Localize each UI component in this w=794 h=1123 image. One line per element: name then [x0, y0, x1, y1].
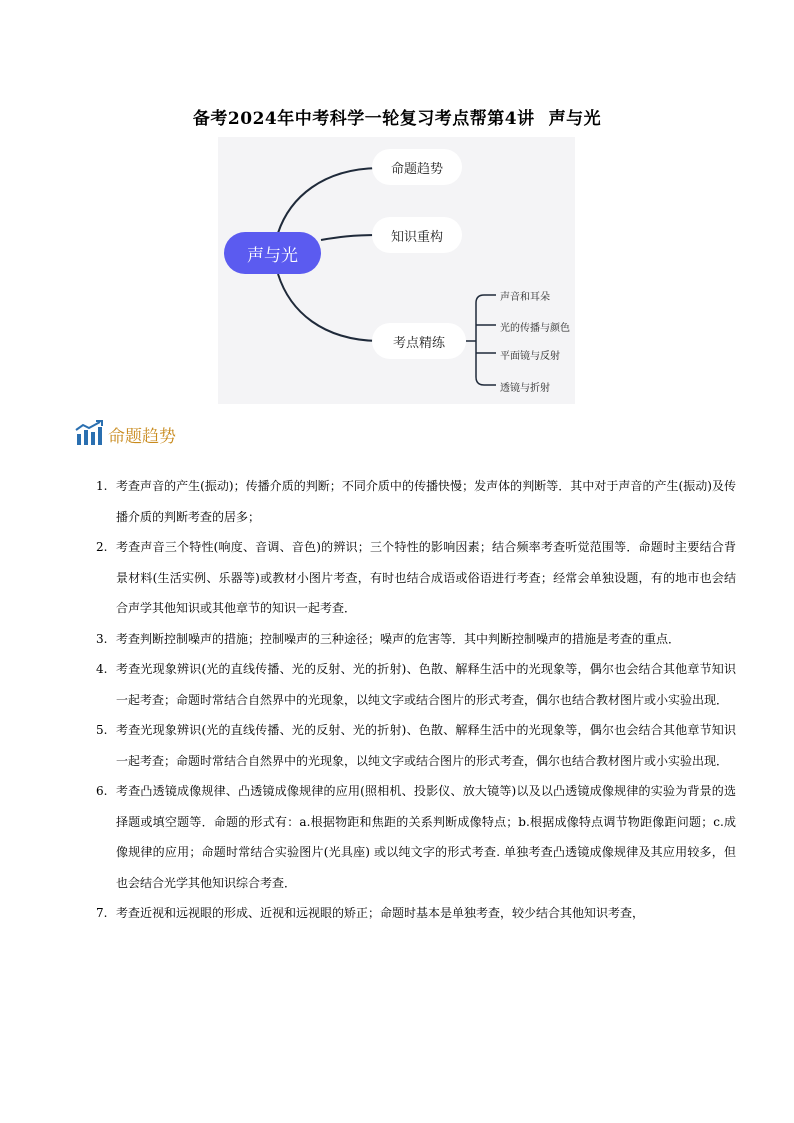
branch-trend: 命题趋势 — [372, 149, 462, 185]
title-sub: 声与光 — [548, 109, 602, 129]
connector-branch-3 — [278, 274, 378, 341]
list-item — [96, 532, 736, 624]
item-number: 7. — [96, 906, 108, 920]
list-item — [96, 776, 736, 898]
item-number: 2. — [96, 540, 108, 554]
chart-icon — [74, 420, 104, 448]
item-number: 3. — [96, 631, 108, 646]
leaf-mirror-reflection: 平面镜与反射 — [500, 351, 560, 362]
page-title — [0, 104, 794, 129]
item-text: 考查判断控制噪声的措施；控制噪声的三种途径；噪声的危害等．其中判断控制噪声的措施是考查的重点． — [116, 631, 681, 646]
item-text: 考查凸透镜成像规律、凸透镜成像规律的应用(照相机、投影仪、放大镜等)以及以凸透镜成像规律的实验为背景的选择题或填空题等．命题的形式有：a.根据物距和焦距的关系判断成像特点；b.根据成像特点调节物距像距问题；c.成像规律的应用；命题时常结合实验图片(光具座) 或以纯文字的形式考查. 单独考查凸透镜成像规律及其应用较多，但也会结合光学其他知识综合考查． — [116, 784, 736, 890]
mind-map-root: 声与光 — [224, 232, 321, 274]
mind-map — [218, 137, 575, 404]
branch-practice: 考点精练 — [372, 323, 466, 359]
leaf-light-color: 光的传播与颜色 — [500, 323, 570, 334]
branch-knowledge: 知识重构 — [372, 217, 462, 253]
item-text: 考查光现象辨识(光的直线传播、光的反射、光的折射)、色散、解释生活中的光现象等，偶尔也会结合其他章节知识一起考查；命题时常结合自然界中的光现象，以纯文字或结合图片的形式考查，偶尔也结合教材图片或小实验出现． — [116, 723, 736, 768]
list-item — [96, 654, 736, 715]
item-text: 考查近视和远视眼的形成、近视和远视眼的矫正；命题时基本是单独考查，较少结合其他知识考查， — [116, 906, 645, 920]
connector-branch-2 — [321, 235, 378, 240]
item-text: 考查光现象辨识(光的直线传播、光的反射、光的折射)、色散、解释生活中的光现象等，偶尔也会结合其他章节知识一起考查；命题时常结合自然界中的光现象，以纯文字或结合图片的形式考查，偶尔也结合教材图片或小实验出现． — [116, 662, 736, 707]
item-text: 考查声音三个特性(响度、音调、音色)的辨识；三个特性的影响因素；结合频率考查听觉范围等．命题时主要结合背景材料(生活实例、乐器等)或教材小图片考查，有时也结合成语或俗语进行考查；经常会单独设题，有的地市也会结合声学其他知识或其他章节的知识一起考查． — [116, 540, 736, 615]
list-item — [96, 471, 736, 532]
leaf-lens-refraction: 透镜与折射 — [500, 383, 550, 394]
section-title: 命题趋势 — [108, 426, 176, 447]
item-text: 考查声音的产生(振动)；传播介质的判断；不同介质中的传播快慢；发声体的判断等．其中对于声音的产生(振动)及传播介质的判断考查的居多； — [116, 479, 736, 524]
item-number: 6. — [96, 784, 108, 798]
list-item — [96, 624, 736, 655]
trend-list — [96, 471, 736, 929]
list-item — [96, 715, 736, 776]
section-heading — [74, 418, 176, 450]
leaf-sound-ear: 声音和耳朵 — [500, 292, 550, 303]
list-item — [96, 898, 736, 929]
connector-leaf-bracket — [466, 295, 496, 385]
title-main: 备考2024年中考科学一轮复习考点帮第4讲 — [192, 109, 535, 129]
item-number: 4. — [96, 662, 108, 676]
item-number: 5. — [96, 723, 108, 737]
item-number: 1. — [96, 479, 108, 493]
connector-branch-1 — [278, 168, 378, 233]
